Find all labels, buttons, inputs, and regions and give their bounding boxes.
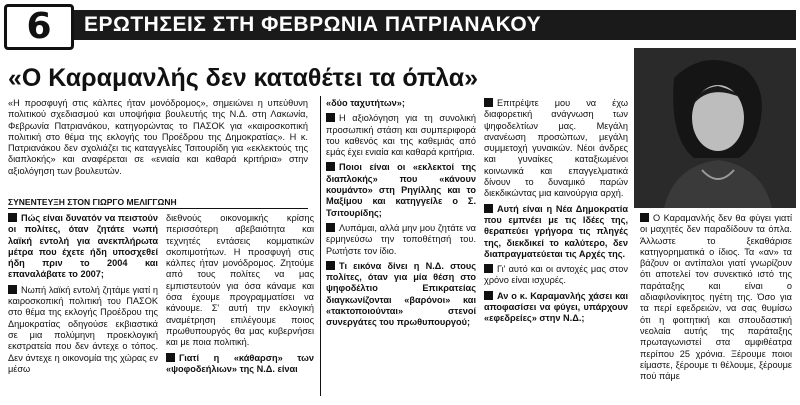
square-bullet-icon — [8, 285, 17, 294]
square-bullet-icon — [326, 113, 335, 122]
portrait-photo — [634, 48, 796, 208]
question-2-continued: «δύο ταχυτήτων»; — [326, 98, 405, 108]
column-5 — [640, 213, 792, 382]
byline: ΣΥΝΕΝΤΕΥΞΗ ΣΤΟΝ ΓΙΩΡΓΟ ΜΕΛΙΓΓΩΝΗ — [8, 197, 308, 209]
portrait-photo-illustration — [634, 48, 796, 208]
answer-2: Η αξιολόγηση για τη συνολική προσωπική στάση και συμπεριφορά του καθενός και της καθεμιάς από εμάς έχει ενιαία και καθαρά κριτήρια. — [326, 113, 476, 158]
answer-5: Γι' αυτό και οι αντοχές μας στον χρόνο είναι ισχυρές. — [484, 264, 628, 286]
square-bullet-icon — [326, 261, 335, 270]
square-bullet-icon — [326, 223, 335, 232]
column-1 — [8, 213, 158, 375]
column-4 — [484, 98, 628, 325]
column-2 — [166, 213, 314, 375]
answer-1: Νωπή λαϊκή εντολή ζητάμε γιατί η καιροσκοπική πολιτική του ΠΑΣΟΚ στο θέμα της εκλογής Προέδρου της Δημοκρατίας οδηγούσε εκβιαστικά σε μια πολύμηνη προεκλογική εκστρατεία που δεν άντεχε ο τόπος. Δεν άντεχε η οικονομία της χώρας εν μέσω — [8, 284, 158, 374]
article-headline: «Ο Καραμανλής δεν καταθέτει τα όπλα» — [8, 64, 478, 92]
square-bullet-icon — [166, 353, 175, 362]
article-intro: «Η προσφυγή στις κάλπες ήταν μονόδρομος», σημειώνει η υπεύθυνη πολιτικού σχεδιασμού και υποψήφια βουλευτής της Ν.Δ. στη Λακωνία, Φεβρωνία Πατριανάκου, κατηγορώντας το ΠΑΣΟΚ για «καιροσκοπική πολιτική στο θέμα της εκλογής του Προέδρου της Δημοκρατίας». Η κ. Πατριανάκου δεν σχολιάζει τις καταγγελίες Τσιτουρίδη για «εκλεκτούς της διαπλοκής» και αναφέρεται σε «ενιαία και καθαρά κριτήρια» στην αξιολόγηση των βουλευτών. — [8, 98, 308, 176]
square-bullet-icon — [640, 213, 649, 222]
column-3 — [326, 98, 476, 329]
square-bullet-icon — [484, 98, 493, 107]
question-4: Τι εικόνα δίνει η Ν.Δ. στους πολίτες, όταν για μία θέση στο ψηφοδέλτιο Επικρατείας διαγκωνίζονται «βαρόνοι» και «τακτοποιούνται» στενοί συνεργάτες του πρωθυπουργού; — [326, 260, 476, 328]
question-3: Ποιοι είναι οι «εκλεκτοί της διαπλοκής» που «κάνουν κουμάντο» στη Ρηγίλλης και το Μαξίμου και κατηγγείλε ο Σ. Τσιτουρίδης; — [326, 162, 476, 218]
column-divider — [320, 96, 321, 396]
square-bullet-icon — [484, 264, 493, 273]
question-5: Αυτή είναι η Νέα Δημοκρατία που εμπνέει με τις Ιδέες της, θεραπεύει γρήγορα τις πληγές της, διεκδικεί το καλύτερο, δεν διαπραγματεύεται τις Αρχές της. — [484, 203, 628, 259]
square-bullet-icon — [8, 213, 17, 222]
square-bullet-icon — [326, 162, 335, 171]
question-1: Πώς είναι δυνατόν να πειστούν οι πολίτες, όταν ζητάτε νωπή λαϊκή εντολή για ανεκπλήρωτα μέτρα που έχετε ήδη υποσχεθεί ήδη πριν το 2004 και επαναλάβατε το 2007; — [8, 213, 159, 280]
question-6: Αν ο κ. Καραμανλής χάσει και αποφασίσει να φύγει, υπάρχουν «εφεδρείες» στην Ν.Δ.; — [484, 290, 628, 324]
answer-3: Λυπάμαι, αλλά μην μου ζητάτε να ερμηνεύσω την τοποθέτησή του. Ρωτήστε τον ίδιο. — [326, 222, 476, 256]
answer-4: Επιτρέψτε μου να έχω διαφορετική ανάγνωση των ψηφοδελτίων μας. Μεγάλη ανανέωση προσώπων, μεγάλη συμμετοχή γυναικών. Νέοι άνδρες και γυναίκες καταξιωμένοι κοινωνικά και επαγγελματικά δίνουν το δυναμικό παρών διεκδικώντας μια καινούργια αρχή. — [484, 98, 628, 199]
question-2: Γιατί η «κάθαρση» των «ψοφοδεήλιων» της Ν.Δ. είναι — [166, 352, 314, 374]
square-bullet-icon — [484, 204, 493, 213]
issue-number-box: 6 — [4, 4, 74, 50]
section-header-bar: ΕΡΩΤΗΣΕΙΣ ΣΤΗ ΦΕΒΡΩΝΙΑ ΠΑΤΡΙΑΝΑΚΟΥ — [74, 10, 796, 40]
answer-6: Ο Καραμανλής δεν θα φύγει γιατί οι μαχητές δεν παραδίδουν τα όπλα. Άλλωστε το ξεκαθάρισε κατηγορηματικά ο ίδιος. Τα «αν» τα βάζουν οι αντίπαλοι γιατί γνωρίζουν ότι αποτελεί τον συνεκτικό ιστό της παράταξης και είναι ο αδιαφιλονίκητος ηγέτη της. Όσο για τα περί εφεδρειών, να σας θυμίσω ότι η φοιτητική και σπουδαστική νεολαία αυτής της παράταξης πρωταγωνιστεί στα αμφιθέατρα περίπου 25 χρόνια. Ξέρουμε ποιοι είμαστε, ξέρουμε τι θέλουμε, ξέρουμε πού πάμε — [640, 213, 792, 382]
square-bullet-icon — [484, 291, 493, 300]
answer-1-continued: διεθνούς οικονομικής κρίσης περισσότερη αβεβαιότητα και τεχνητές εντάσεις κομματικών σκοπιμοτήτων. Η προσφυγή στις κάλπες ήταν μονόδρομος. Ζητούμε από τους πολίτες να μας εμπιστευτούν για όσα κάναμε και όσα έχουμε προγραμματίσει να κάνουμε. Σ' αυτή την εκλογική αναμέτρηση επιλέγουμε ποιος πρωθυπουργός θα μας κυβερνήσει και με ποια πολιτική. — [166, 213, 314, 348]
